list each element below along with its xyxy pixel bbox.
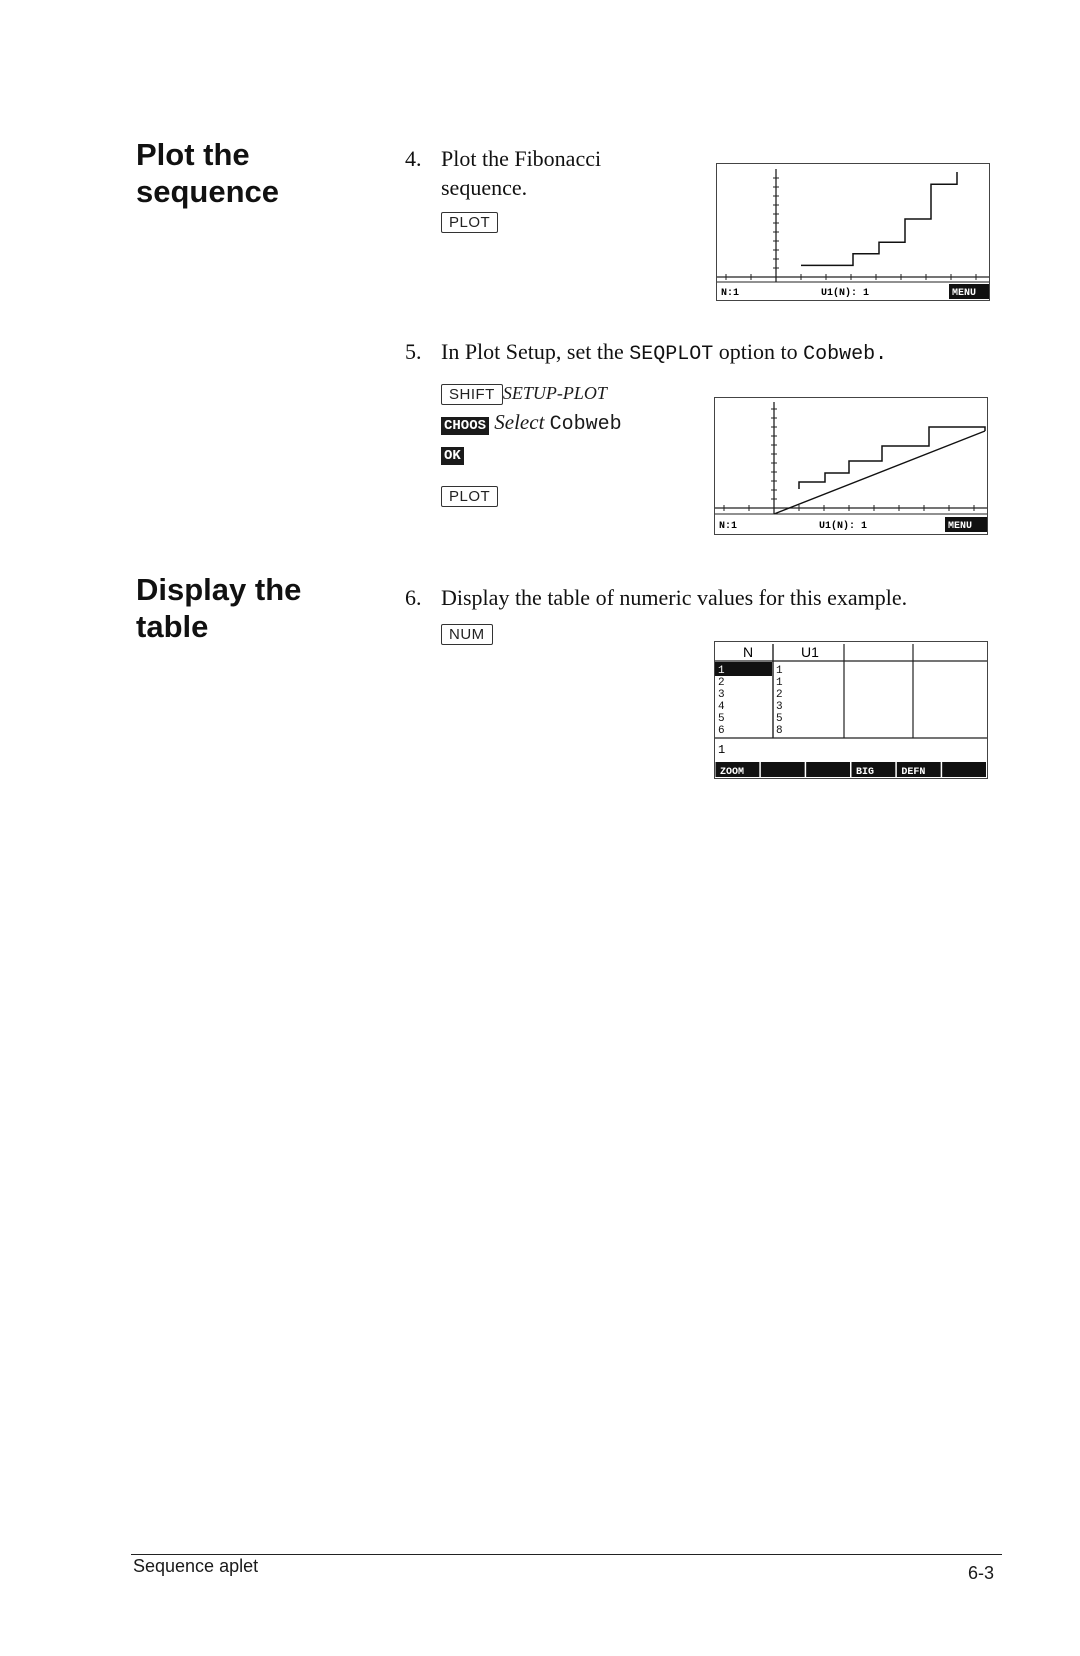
step-body [441, 583, 907, 646]
menu-label: MENU [952, 288, 977, 299]
step-text-line2: sequence. [441, 175, 528, 200]
cell-u1: 8 [776, 725, 783, 737]
status-u1: U1(N): 1 [821, 288, 870, 299]
text-mid: option to [713, 339, 804, 364]
select-value: Cobweb [549, 413, 622, 436]
cell-u1: 1 [776, 665, 783, 677]
cell-u1: 1 [776, 677, 783, 689]
step-body [441, 337, 887, 369]
step-4 [405, 144, 655, 244]
calculator-screen-cobweb [714, 397, 988, 535]
cell-n: 2 [718, 677, 725, 689]
shift-key: SHIFT [441, 384, 503, 405]
select-word: Select [494, 410, 545, 434]
status-n: N:1 [721, 288, 740, 299]
footer-rule [131, 1554, 1002, 1555]
step-number: 4. [405, 146, 422, 171]
section-heading-plot [136, 136, 279, 210]
softkey[interactable] [806, 762, 850, 777]
cell-n: 1 [718, 665, 725, 677]
cell-n: 3 [718, 689, 725, 701]
softkey-bar [716, 762, 987, 778]
cell-n: 4 [718, 701, 725, 713]
step-body [441, 144, 601, 234]
step5-instructions [441, 378, 681, 510]
calculator-screen-plot [716, 163, 990, 301]
num-key: NUM [441, 624, 493, 645]
cell-u1: 2 [776, 689, 783, 701]
step-text-line1: Plot the Fibonacci [441, 146, 602, 171]
cobweb-path [799, 427, 985, 489]
calculator-screen-table [714, 641, 988, 779]
setup-plot-label: SETUP-PLOT [502, 383, 607, 403]
page-number: 6-3 [968, 1563, 995, 1583]
cell-n: 5 [718, 713, 725, 725]
footer-title: Sequence aplet [133, 1556, 259, 1576]
softkey[interactable] [761, 762, 805, 777]
step-5 [405, 337, 1005, 377]
step-number: 5. [405, 339, 422, 364]
cell-u1: 5 [776, 713, 783, 725]
status-n: N:1 [719, 521, 738, 532]
fibonacci-stairs [801, 172, 957, 265]
heading-line-1: Plot the [136, 137, 250, 172]
diagonal-line [774, 431, 985, 514]
option-name: SEQPLOT [629, 343, 714, 366]
section-heading-table [136, 571, 301, 645]
menu-label: MENU [948, 521, 973, 532]
ok-softkey: OK [441, 447, 464, 465]
choos-softkey: CHOOS [441, 417, 489, 435]
status-u1: U1(N): 1 [819, 521, 868, 532]
heading-line-2: table [136, 609, 209, 644]
plot-key: PLOT [441, 486, 498, 507]
softkey-label: ZOOM [720, 767, 745, 778]
heading-line-2: sequence [136, 174, 280, 209]
cobweb-plot [715, 398, 987, 534]
step-number: 6. [405, 585, 422, 610]
softkey-label: DEFN [901, 767, 926, 778]
softkey[interactable] [942, 762, 986, 777]
cell-n: 6 [718, 725, 725, 737]
edit-line: 1 [718, 743, 726, 757]
staircase-plot [717, 164, 989, 300]
step-text: Display the table of numeric values for this example. [441, 585, 908, 610]
softkey-label: BIG [856, 767, 875, 778]
plot-key: PLOT [441, 212, 498, 233]
text-pre: In Plot Setup, set the [441, 339, 630, 364]
numeric-table [715, 642, 987, 778]
column-header-n: N [743, 644, 754, 660]
option-value: Cobweb. [803, 343, 888, 366]
cell-u1: 3 [776, 701, 783, 713]
column-header-u1: U1 [801, 644, 819, 660]
heading-line-1: Display the [136, 572, 302, 607]
